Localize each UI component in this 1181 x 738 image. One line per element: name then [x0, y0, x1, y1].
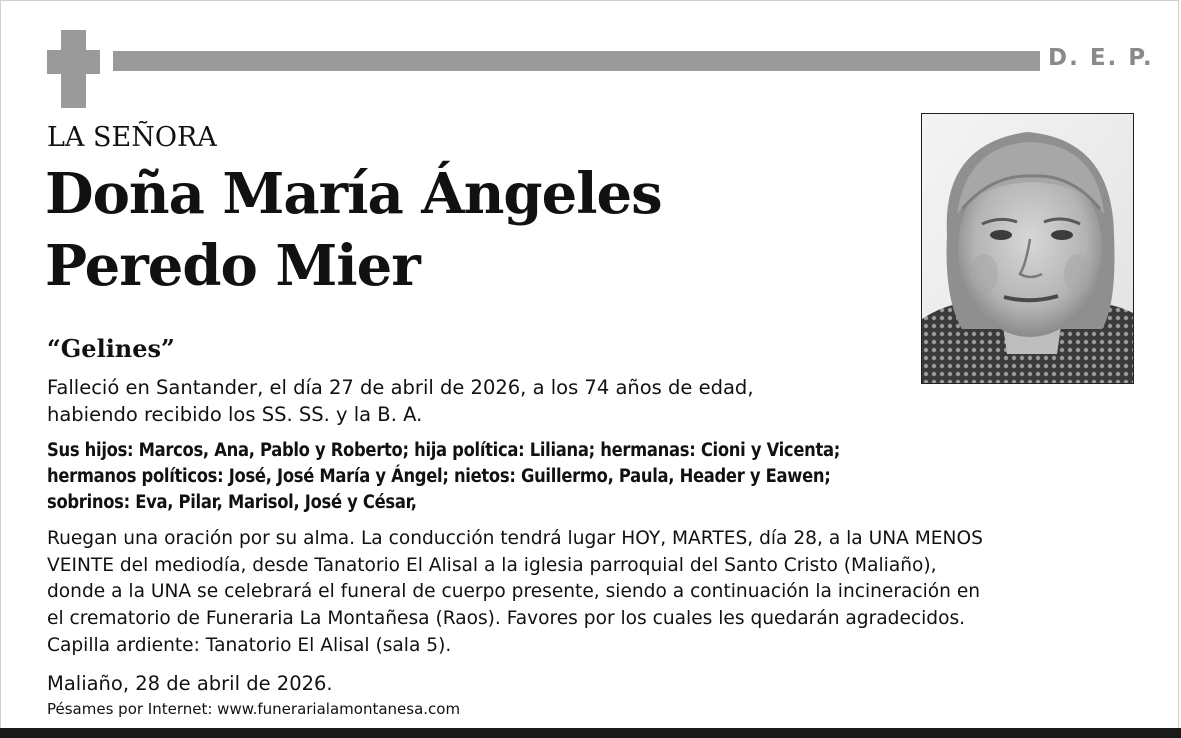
- dep-label: D. E. P.: [1048, 45, 1154, 71]
- name-line-2: Peredo Mier: [45, 233, 420, 299]
- service-line-2: VEINTE del mediodía, desde Tanatorio El Alisal a la iglesia parroquial del Santo Cristo (Maliaño),: [47, 554, 937, 576]
- death-line-1: Falleció en Santander, el día 27 de abril de 2026, a los 74 años de edad,: [47, 376, 754, 399]
- service-line-1: Ruegan una oración por su alma. La conducción tendrá lugar HOY, MARTES, día 28, a la UNA MENOS: [47, 528, 983, 549]
- place-date: Maliaño, 28 de abril de 2026.: [47, 672, 333, 695]
- family-line-2: hermanos políticos: José, José María y Ángel; nietos: Guillermo, Paula, Header y Eawen;: [47, 466, 831, 487]
- portrait-photo: [921, 113, 1134, 384]
- cross-icon: [47, 30, 100, 108]
- death-line-2: habiendo recibido los SS. SS. y la B. A.: [47, 403, 423, 426]
- family-list: [47, 438, 1137, 516]
- name-line-1: Doña María Ángeles: [45, 161, 662, 227]
- service-details: [47, 526, 1142, 660]
- family-line-3: sobrinos: Eva, Pilar, Marisol, José y César,: [47, 492, 417, 513]
- honorific: LA SEÑORA: [47, 122, 217, 153]
- header-rule: [113, 51, 1040, 71]
- family-line-1: Sus hijos: Marcos, Ana, Pablo y Roberto; hija política: Liliana; hermanas: Cioni y Vicenta;: [47, 440, 840, 461]
- bottom-rule: [0, 728, 1181, 738]
- deceased-name: [45, 158, 662, 302]
- service-line-5: Capilla ardiente: Tanatorio El Alisal (sala 5).: [47, 634, 452, 656]
- death-notice: [47, 374, 887, 428]
- service-line-4: el crematorio de Funeraria La Montañesa (Raos). Favores por los cuales les quedarán agradecidos.: [47, 608, 966, 630]
- nickname: “Gelines”: [47, 334, 175, 363]
- service-line-3: donde a la UNA se celebrará el funeral de cuerpo presente, siendo a continuación la incineración en: [47, 581, 981, 603]
- condolences-link: Pésames por Internet: www.funerarialamontanesa.com: [47, 700, 461, 718]
